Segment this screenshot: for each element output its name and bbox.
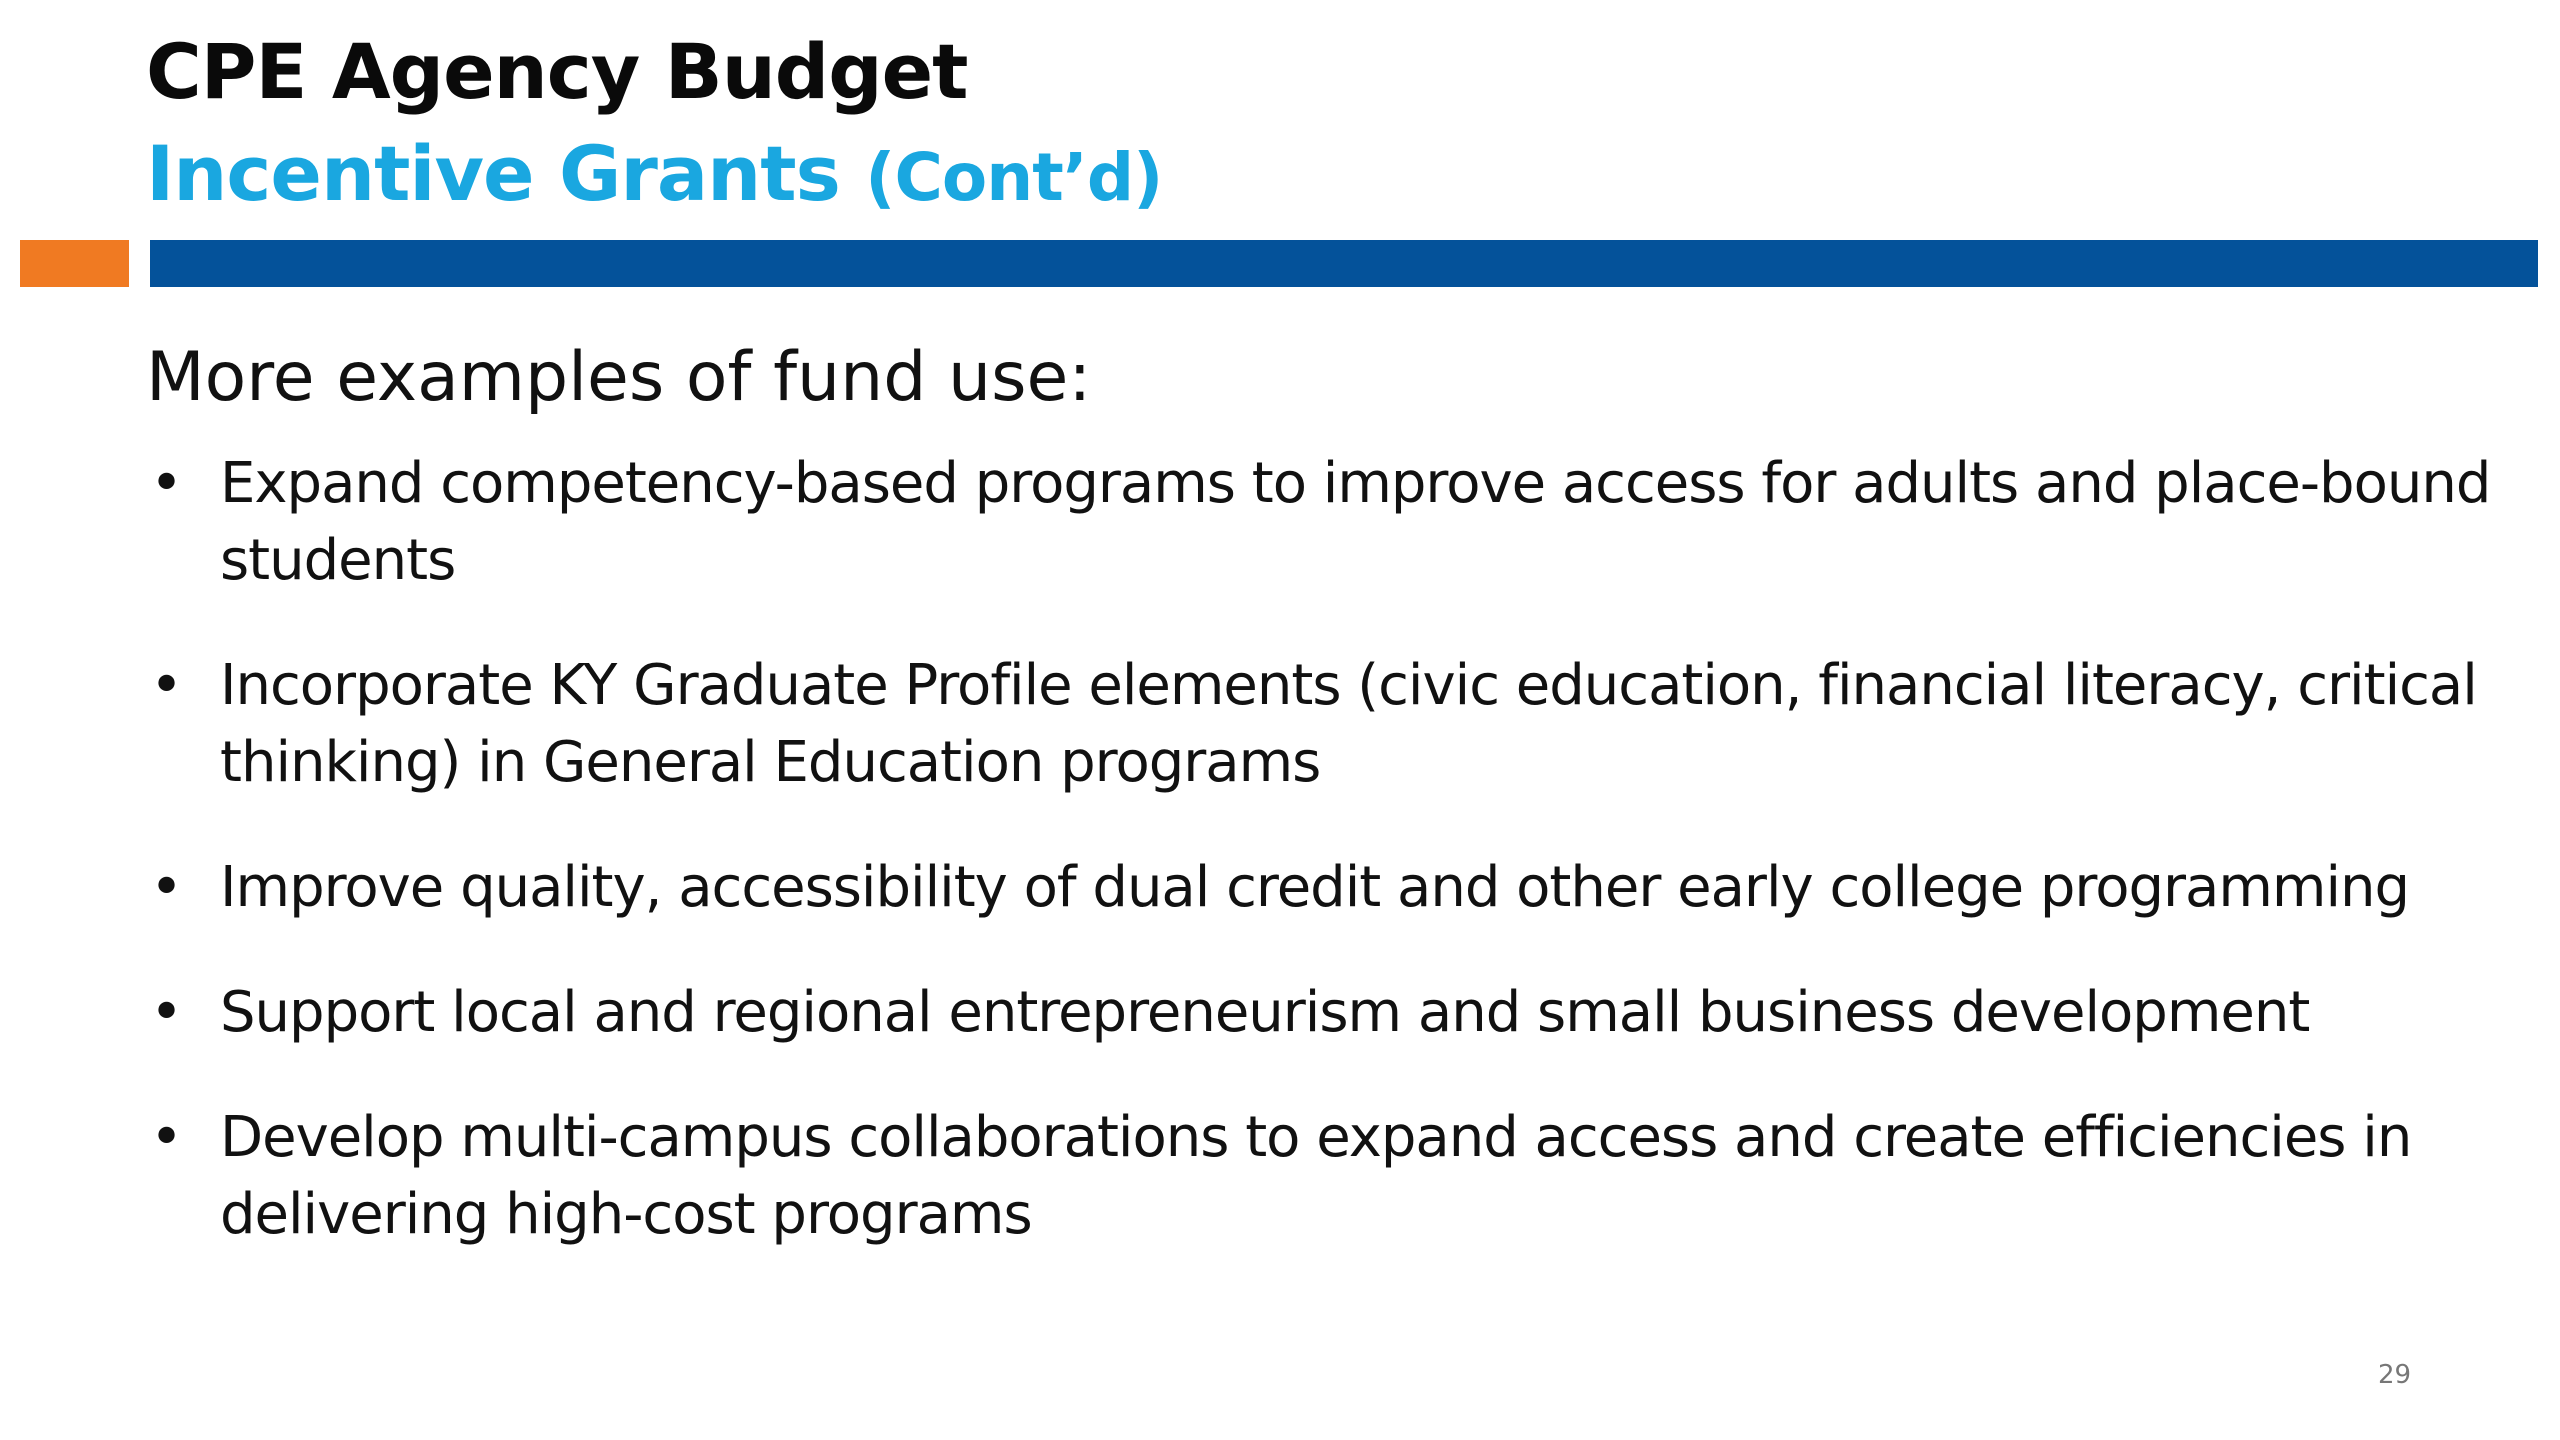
bullet-dot-icon: • [150, 855, 183, 920]
blue-divider-bar [150, 240, 2538, 287]
slide-title: CPE Agency Budget [146, 27, 968, 116]
page-number: 29 [2378, 1360, 2412, 1390]
bullet-text: Incorporate KY Graduate Profile elements (civic education, financial literacy, critical thinking) in General Education programs [220, 653, 2477, 795]
bullet-text: Support local and regional entrepreneurism and small business development [220, 980, 2310, 1045]
bullet-list [146, 445, 2516, 1301]
bullet-dot-icon: • [150, 451, 183, 516]
bullet-item [146, 974, 2516, 1051]
intro-text: More examples of fund use: [146, 338, 1092, 417]
bullet-item [146, 445, 2516, 599]
bullet-text: Expand competency-based programs to improve access for adults and place-bound students [220, 451, 2491, 593]
bullet-dot-icon: • [150, 980, 183, 1045]
bullet-text: Improve quality, accessibility of dual credit and other early college programming [220, 855, 2410, 920]
slide-subtitle-main: Incentive Grants [146, 129, 840, 218]
bullet-dot-icon: • [150, 653, 183, 718]
slide-subtitle-contd: (Cont’d) [865, 139, 1163, 216]
slide-subtitle [146, 124, 1162, 228]
orange-accent-bar [20, 240, 129, 287]
bullet-item [146, 1099, 2516, 1253]
bullet-item [146, 647, 2516, 801]
bullet-text: Develop multi-campus collaborations to expand access and create efficiencies in delivering high-cost programs [220, 1105, 2412, 1247]
bullet-dot-icon: • [150, 1105, 183, 1170]
bullet-item [146, 849, 2516, 926]
